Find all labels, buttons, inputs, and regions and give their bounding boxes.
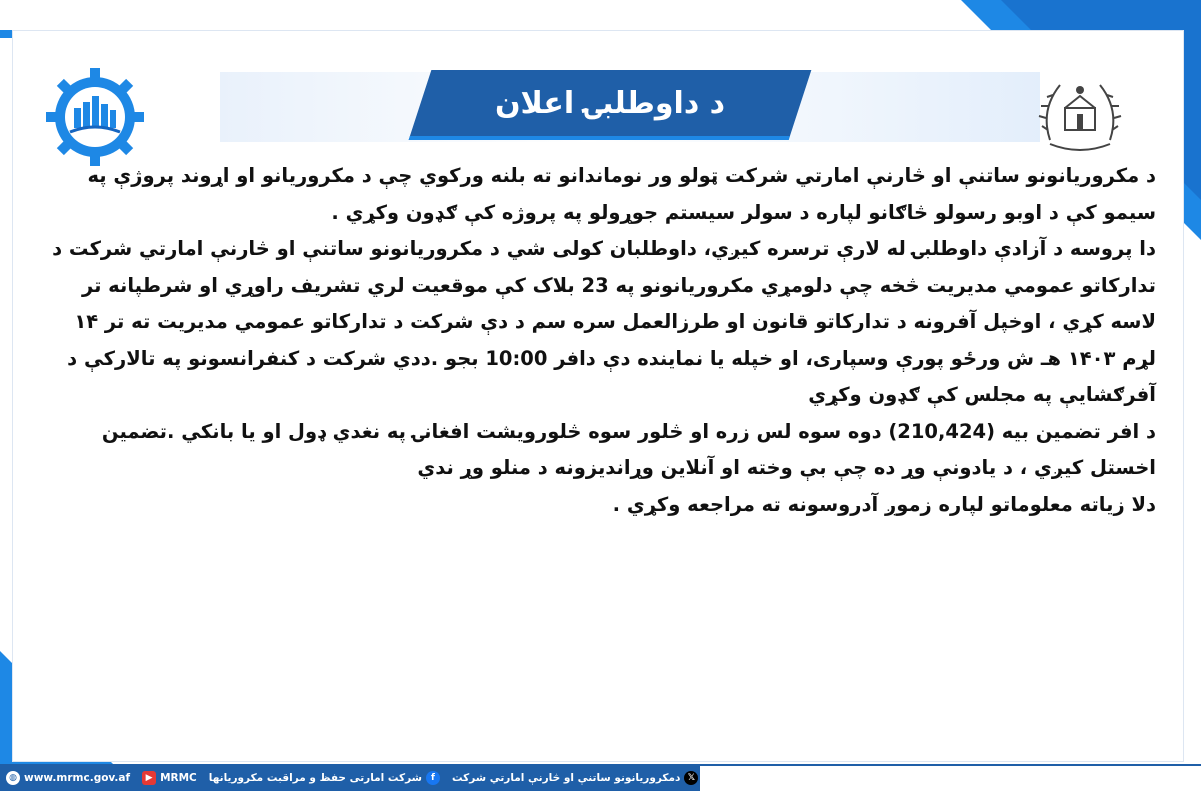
footer-bar (0, 764, 700, 791)
youtube-icon: ▶ (142, 771, 156, 785)
facebook-icon: f (426, 771, 440, 785)
paragraph-contact: دلا زیاته معلوماتو لپاره زموږ آدروسونه ته مراجعه وکړي . (612, 492, 1156, 516)
footer-facebook[interactable] (203, 771, 446, 785)
paragraph-invitation: د مکروریانونو ساتنې او څارنې امارتي شرکت ټولو ور نوماندانو ته بلنه ورکوي چې د مکروریانو او اړوند پروژې په سیمو کې د اوبو رسولو څاګانو لپاره د سولر سیستم جوړولو په پروژه کې ګډون وکړي . (87, 164, 1156, 224)
company-logo (40, 62, 150, 172)
announcement-body (44, 158, 1156, 523)
footer-x[interactable] (446, 771, 704, 785)
facebook-label[interactable]: شرکت امارتی حفظ و مراقبت مکروریانها (208, 771, 422, 784)
paragraph-guarantee: د افر تضمین بیه (210,424) دوه سوه لس زره او څلور سوه څلورویشت افغانۍ په نغدي ډول او یا بانکي .تضمین اخستل کیږي ، د یادونې وړ ده چې بې وخته او آنلاین وړاندیزونه د منلو وړ ندي (101, 419, 1156, 479)
globe-icon: ◍ (6, 771, 20, 785)
national-emblem (1030, 70, 1130, 160)
website-link[interactable]: www.mrmc.gov.af (24, 771, 131, 784)
youtube-label[interactable]: MRMC (160, 771, 197, 784)
paragraph-process: دا پروسه د آزادې داوطلبۍ له لارې ترسره کیږي، داوطلبان کولی شي د مکروریانونو ساتنې او څارنې امارتي شرکت د تدارکاتو عمومي مدیریت څخه چې دلومړي مکروریانونو په 23 بلاک کې موقعیت لري تشریف راوړي او شرطپانه تر لاسه کړي ، اوخپل آفرونه د تدارکاتو قانون او طرزالعمل سره سم د دې شرکت د تدارکاتو عمومي مدیریت ته تر ۱۴ لړم ۱۴۰۳ هـ ش ورځو پورې وسپاری، او خپله یا نماینده دې دافر 10:00 بجو .ددي شرکت د کنفرانسونو په تالارکې د آفرګشایې په مجلس کې ګډون وکړي (52, 237, 1156, 406)
page-title: د داوطلبۍ اعلان (494, 85, 726, 121)
x-label[interactable]: دمکروریانونو ساتنې او څارنې امارتي شرکت (452, 771, 681, 784)
footer-right-area (700, 764, 1201, 793)
x-icon: 𝕏 (684, 771, 698, 785)
footer-website[interactable] (0, 771, 136, 785)
footer-youtube[interactable] (136, 771, 203, 785)
